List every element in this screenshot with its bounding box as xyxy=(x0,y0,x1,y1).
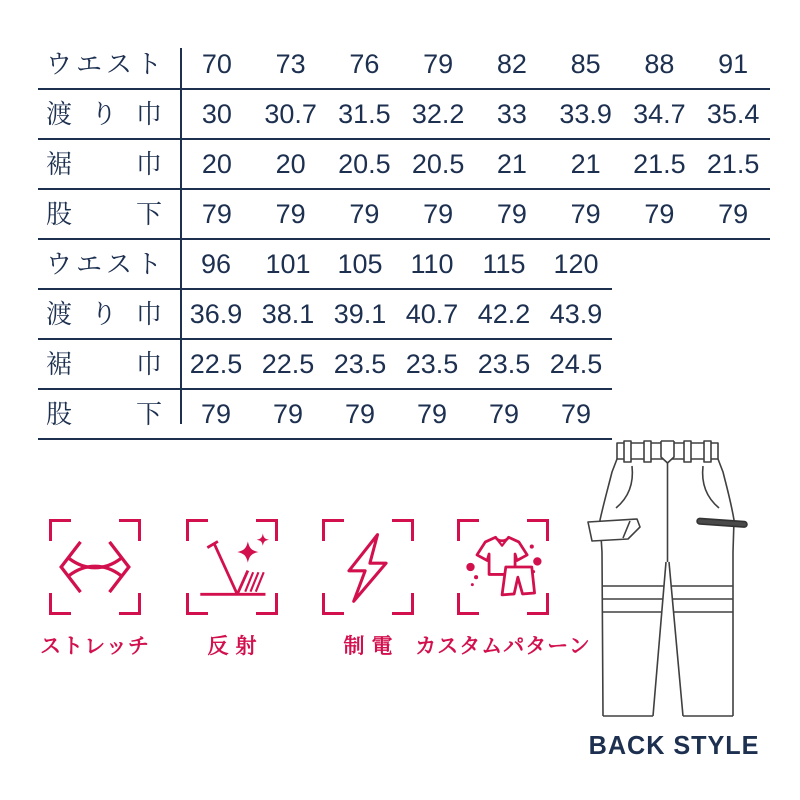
row-header: 股下 xyxy=(46,199,162,229)
table-cell: 21.5 xyxy=(706,149,760,179)
feature-label: ストレッチ xyxy=(40,635,150,658)
table-cell: 23.5 xyxy=(477,349,531,379)
table-cell: 32.2 xyxy=(411,99,465,129)
feature-label: 反射 xyxy=(207,635,264,658)
table-cell: 20 xyxy=(275,149,306,179)
table-cell: 24.5 xyxy=(549,349,603,379)
table-cell: 21 xyxy=(570,149,601,179)
feature-label: カスタムパターン xyxy=(415,635,591,658)
table-cell: 120 xyxy=(553,249,599,279)
table-divider-line xyxy=(180,48,182,424)
feature-anti-static xyxy=(322,519,414,660)
table-cell: 23.5 xyxy=(405,349,459,379)
stretch-icon xyxy=(49,519,141,615)
table-row-hem-width xyxy=(38,140,770,190)
table-cell: 43.9 xyxy=(549,299,603,329)
size-table-block-2 xyxy=(38,240,770,440)
row-header: 渡り巾 xyxy=(46,299,162,329)
feature-reflective xyxy=(186,519,278,660)
table-cell: 79 xyxy=(570,199,601,229)
table-cell: 85 xyxy=(570,49,601,79)
table-row-hem-width xyxy=(38,340,612,390)
table-cell: 79 xyxy=(200,399,232,429)
table-cell: 79 xyxy=(349,199,380,229)
row-header: ウエスト xyxy=(46,249,162,279)
table-cell: 91 xyxy=(718,49,749,79)
table-cell: 101 xyxy=(265,249,311,279)
table-cell: 88 xyxy=(644,49,675,79)
table-row-inseam xyxy=(38,190,770,240)
feature-custom-pattern xyxy=(415,519,591,660)
size-table xyxy=(38,40,770,440)
table-cell: 22.5 xyxy=(261,349,315,379)
table-cell: 79 xyxy=(560,399,592,429)
size-table-block-1 xyxy=(38,40,770,240)
table-cell: 73 xyxy=(275,49,306,79)
table-cell: 115 xyxy=(482,249,526,279)
table-cell: 79 xyxy=(275,199,306,229)
table-cell: 33 xyxy=(496,99,527,129)
custom-pattern-icon xyxy=(457,519,549,615)
table-cell: 110 xyxy=(410,249,454,279)
table-cell: 79 xyxy=(423,49,454,79)
table-cell: 79 xyxy=(344,399,376,429)
row-header: 渡り巾 xyxy=(46,99,162,129)
table-cell: 23.5 xyxy=(333,349,387,379)
table-row-waist xyxy=(38,40,770,90)
anti-static-icon xyxy=(322,519,414,615)
table-cell: 79 xyxy=(416,399,448,429)
back-style-illustration xyxy=(578,440,770,761)
table-cell: 31.5 xyxy=(338,99,391,129)
table-row-thigh-width xyxy=(38,90,770,140)
table-cell: 79 xyxy=(423,199,454,229)
table-cell: 79 xyxy=(201,199,232,229)
row-header: ウエスト xyxy=(46,49,162,79)
table-cell: 21 xyxy=(496,149,527,179)
table-cell: 79 xyxy=(496,199,527,229)
table-cell: 20.5 xyxy=(338,149,391,179)
table-cell: 39.1 xyxy=(333,299,387,329)
table-row-waist xyxy=(38,240,612,290)
table-cell: 22.5 xyxy=(189,349,243,379)
table-cell: 96 xyxy=(200,249,232,279)
feature-label: 制電 xyxy=(343,635,400,658)
table-cell: 40.7 xyxy=(405,299,459,329)
pants-back-drawing xyxy=(578,440,770,728)
table-cell: 76 xyxy=(349,49,380,79)
table-cell: 30.7 xyxy=(264,99,317,129)
table-cell: 20.5 xyxy=(411,149,465,179)
reflective-icon xyxy=(186,519,278,615)
table-cell: 34.7 xyxy=(633,99,686,129)
table-row-inseam xyxy=(38,390,612,440)
table-cell: 38.1 xyxy=(261,299,315,329)
table-cell: 20 xyxy=(201,149,232,179)
table-cell: 105 xyxy=(337,249,383,279)
table-cell: 82 xyxy=(496,49,527,79)
table-cell: 35.4 xyxy=(706,99,760,129)
back-style-caption: BACK STYLE xyxy=(588,730,760,760)
table-cell: 30 xyxy=(201,99,232,129)
table-row-thigh-width xyxy=(38,290,612,340)
table-cell: 79 xyxy=(488,399,520,429)
table-cell: 36.9 xyxy=(189,299,243,329)
table-cell: 79 xyxy=(718,199,749,229)
table-cell: 42.2 xyxy=(477,299,531,329)
table-cell: 79 xyxy=(644,199,675,229)
row-header: 裾巾 xyxy=(46,349,162,379)
row-header: 裾巾 xyxy=(46,149,162,179)
table-cell: 79 xyxy=(272,399,304,429)
table-cell: 21.5 xyxy=(633,149,686,179)
table-cell: 33.9 xyxy=(559,99,612,129)
table-cell: 70 xyxy=(201,49,232,79)
row-header: 股下 xyxy=(46,399,162,429)
feature-stretch xyxy=(40,519,150,660)
